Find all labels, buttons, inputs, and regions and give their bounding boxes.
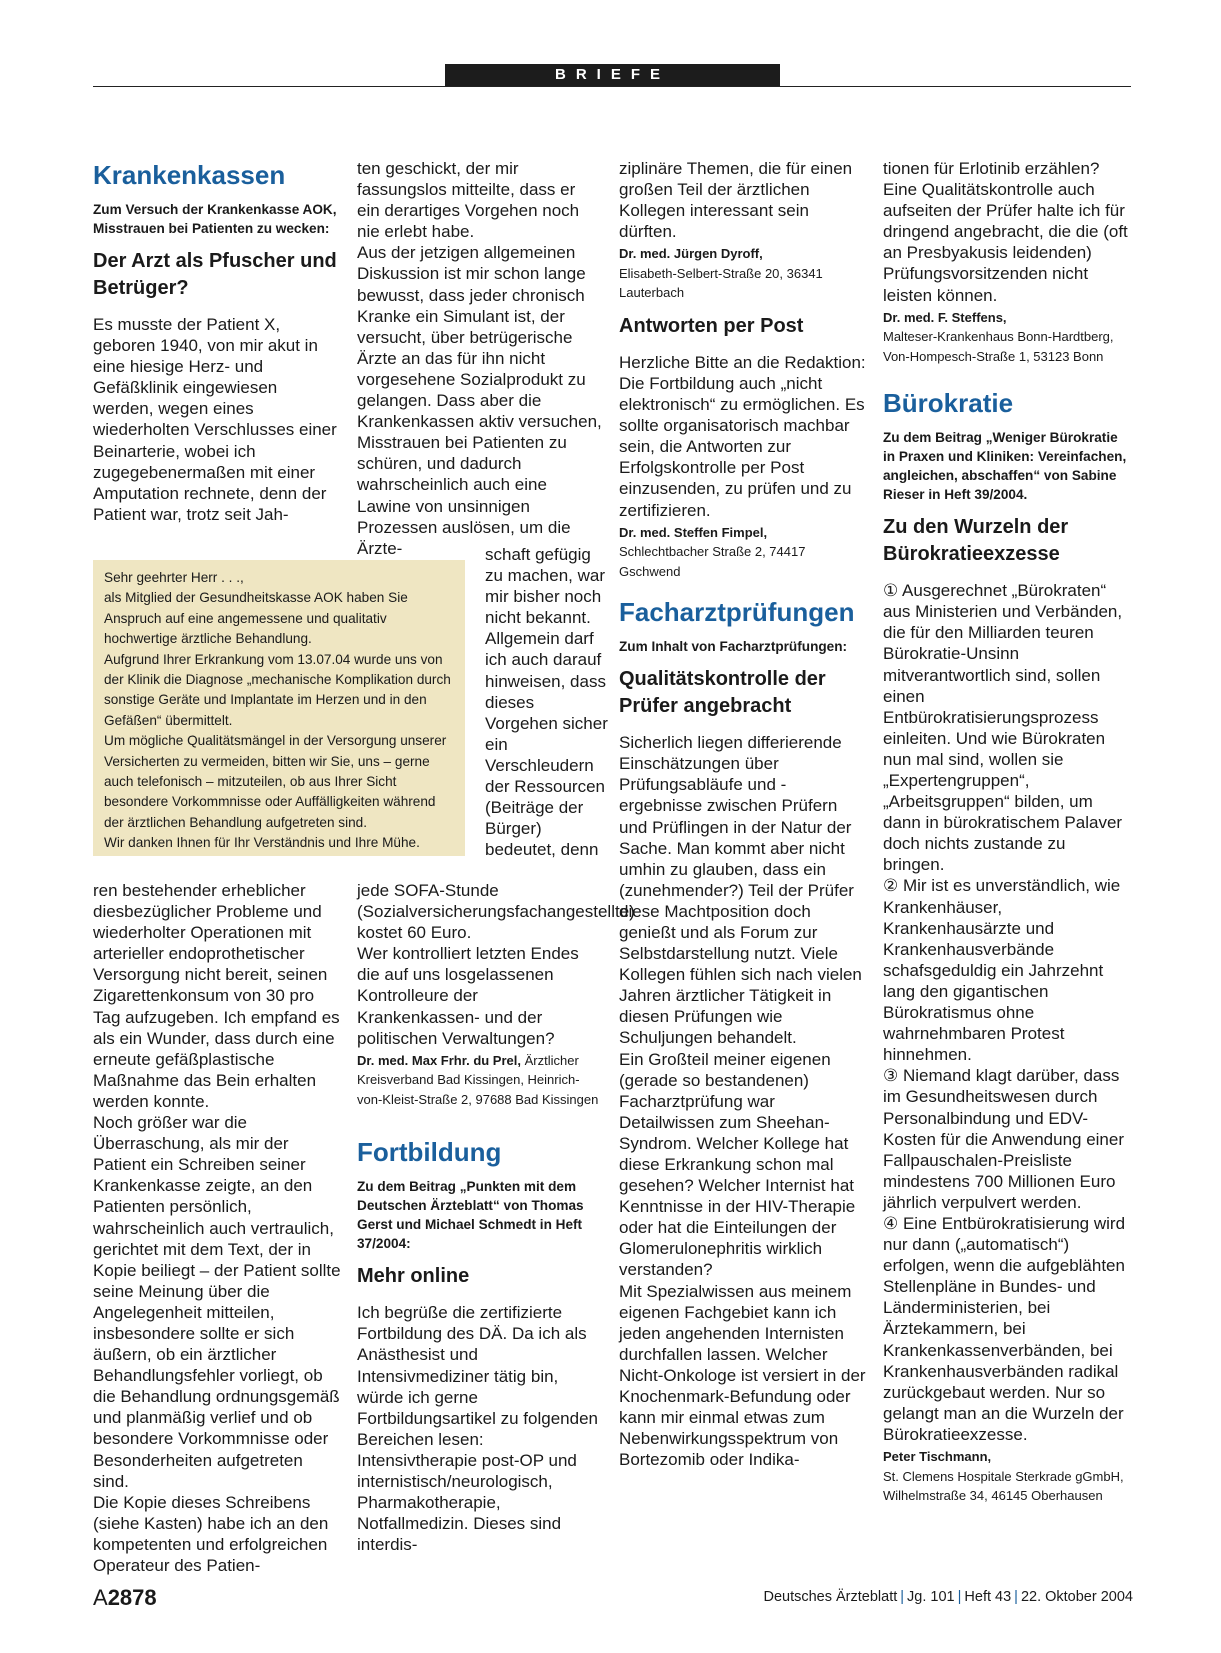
signature-name: Dr. med. Steffen Fimpel, <box>619 524 768 540</box>
section-title-facharztpruefungen: Facharztprüfungen <box>619 597 855 628</box>
body-paragraph: Wer kontrolliert letzten Endes die auf uns losgelassenen Kontrolleure der Krankenkassen- und der politischen Verwaltungen? <box>357 944 579 1048</box>
page-number <box>93 1585 157 1611</box>
body-paragraph: ren bestehender erheblicher diesbezüglicher Probleme und wiederholter Operationen mit arterieller endoprothetischer Versorgung nicht bereit, seinen Zigarettenkonsum von 30 pro Tag aufzugeben. Ich empfand es als ein Wunder, dass durch eine erneute gefäßplastische Maßnahme das Bein erhalten werden konnte. <box>93 881 340 1111</box>
letter-headline: Qualitätskontrolle der Prüfer angebracht <box>619 668 826 718</box>
signature-name: Dr. med. F. Steffens, <box>883 309 1007 325</box>
body-paragraph: ② Mir ist es unverständlich, wie Krankenhäuser, Krankenhausärzte und Krankenhausverbände schafsgeduldig ein Jahrzehnt lang den gigantischen Bürokratismus ohne wahrnehmbaren Protest hinnehmen. <box>883 876 1121 1065</box>
letter-intro: Zu dem Beitrag „Punkten mit dem Deutschen Ärzteblatt“ von Thomas Gerst und Michael Schmedt in Heft 37/2004: <box>357 1179 584 1252</box>
column-2 <box>357 158 602 559</box>
body-paragraph: schaft gefügig zu machen, war mir bisher noch nicht bekannt. Allgemein darf ich auch darauf hinweisen, dass dieses Vorgehen sicher ein Verschleudern der Ressourcen (Beiträge der Bürger) bedeutet, denn <box>485 545 608 860</box>
letter-headline: Der Arzt als Pfuscher und Betrüger? <box>93 250 337 299</box>
body-paragraph: ten geschickt, der mir fassungslos mitteilte, dass er ein derartiges Vorgehen noch nie erlebt habe. <box>357 159 580 242</box>
body-paragraph: ④ Eine Entbürokratisierung wird nur dann („automatisch“) erfolgen, wenn die aufgeblähten Stellenpläne in Bundes- und Länderministerien, bei Ärztekammern, bei Krankenkassenverbänden, bei Krankenhausverbänden radikal zurückgebaut werden. Nur so gelangt man an die Wurzeln der Bürokratieexzesse. <box>883 1213 1126 1444</box>
body-paragraph: Noch größer war die Überraschung, als mir der Patient ein Schreiben seiner Krankenkasse zeigte, an den Patienten persönlich, wahrscheinlich auch vertraulich, gerichtet mit dem Text, der in Kopie beiliegt – der Patient sollte seine Meinung über die Angelegenheit mitteilen, insbesondere sollte er sich äußern, ob ein ärztlicher Behandlungsfehler vorliegt, ob die Behandlung ordnungsgemäß und planmäßig verlief und ob besondere Vorkommnisse oder Besonderheiten aufgetreten sind. <box>93 1113 341 1491</box>
body-paragraph: jede SOFA-Stunde (Sozialversicherungsfachangestellte) kostet 60 Euro. <box>357 881 635 943</box>
signature <box>883 1447 1131 1506</box>
body-paragraph: Herzliche Bitte an die Redaktion: Die Fortbildung auch „nicht elektronisch“ zu ermöglichen. Es sollte organisatorisch machbar sein, die Antworten zur Erfolgskontrolle per Post einzusenden, zu prüfen und zu zertifizieren. <box>619 352 866 520</box>
signature-name: Dr. med. Max Frhr. du Prel, <box>357 1052 521 1068</box>
letter-intro: Zum Versuch der Krankenkasse AOK, Misstrauen bei Patienten zu wecken: <box>93 202 337 236</box>
body-paragraph: Die Kopie dieses Schreibens (siehe Kasten) habe ich an den kompetenten und erfolgreichen Operateur des Patien- <box>93 1492 329 1575</box>
signature <box>619 523 867 582</box>
box-line: Aufgrund Ihrer Erkrankung vom 13.07.04 wurde uns von der Klinik die Diagnose „mechanische Komplikation durch sonstige Geräte und Implantate im Herzen und in den Gefäßen“ übermittelt. <box>104 651 451 728</box>
signature <box>357 1051 602 1110</box>
section-title-buerokratie: Bürokratie <box>883 388 1014 419</box>
journal-date: 22. Oktober 2004 <box>1020 1589 1133 1605</box>
body-paragraph: Aus der jetzigen allgemeinen Diskussion ist mir schon lange bewusst, dass jeder chronisch Kranke ein Simulant ist, der versucht, über betrügerische Ärzte an das für ihn nicht vorgesehene Sozialprodukt zu gelangen. Dass aber die Krankenkassen aktiv versuchen, Misstrauen bei Patienten zu schüren, und dadurch wahrscheinlich auch eine Lawine von unsinnigen Prozessen auslösen, um die Ärzte- <box>357 243 602 558</box>
journal-volume: Jg. 101 <box>907 1589 955 1605</box>
signature-name: Dr. med. Jürgen Dyroff, <box>619 246 763 262</box>
body-paragraph: tionen für Erlotinib erzählen? Eine Qualitätskontrolle auch aufseiten der Prüfer halte ich für dringend angebracht, die die (oft an Presbyakusis leidenden) Prüfungsvorsitzenden nicht leisten können. <box>883 159 1128 305</box>
column-2-wrap <box>485 544 610 860</box>
body-paragraph: ③ Niemand klagt darüber, dass im Gesundheitswesen durch Personalbindung und EDV-Kosten für die Anwendung einer Fallpauschalen-Preisliste mindestens 700 Millionen Euro jährlich verpulvert werden. <box>883 1066 1125 1212</box>
signature-address: Ärztlicher Kreisverband Bad Kissingen, Heinrich-von-Kleist-Straße 2, 97688 Bad Kissingen <box>357 1052 599 1107</box>
box-line: als Mitglied der Gesundheitskasse AOK haben Sie Anspruch auf eine angemessene und qualitativ hochwertige ärztliche Behandlung. <box>104 590 408 647</box>
signature-name: Peter Tischmann, <box>883 1449 992 1464</box>
box-line: Sehr geehrter Herr . . ., <box>104 570 244 585</box>
journal-issue: Heft 43 <box>964 1589 1012 1605</box>
letter-headline: Antworten per Post <box>619 314 804 337</box>
body-paragraph: Ich begrüße die zertifizierte Fortbildung des DÄ. Da ich als Anästhesist und Intensivmediziner tätig bin, würde ich gerne Fortbildungsartikel zu folgenden Bereichen lesen: Intensivtherapie post-OP und internistisch/neurologisch, Pharmakotherapie, Notfallmedizin. Dieses sind interdis- <box>357 1303 598 1555</box>
column-1-continued <box>93 880 341 1576</box>
letter-headline: Zu den Wurzeln der Bürokratieexzesse <box>883 516 1069 566</box>
column-2-continued <box>357 880 635 1555</box>
signature-address: Malteser-Krankenhaus Bonn-Hardtberg, Von-Hompesch-Straße 1, 53123 Bonn <box>883 329 1114 364</box>
footer-separator: | <box>900 1589 905 1605</box>
box-line: Wir danken Ihnen für Ihr Verständnis und Ihre Mühe. <box>104 835 420 851</box>
letter-intro: Zu dem Beitrag „Weniger Bürokratie in Praxen und Kliniken: Vereinfachen, angleichen, abschaffen“ von Sabine Rieser in Heft 39/2004. <box>883 430 1127 503</box>
journal-name: Deutsches Ärzteblatt <box>763 1589 898 1605</box>
body-paragraph: Ein Großteil meiner eigenen (gerade so bestandenen) Facharztprüfung war Detailwissen zum Sheehan-Syndrom. Welcher Kollege hat diese Erkrankung schon mal gesehen? Welcher Internist hat Kenntnisse in der HIV-Therapie oder hat die Einteilungen der Glomerulonephritis wirklich verstanden? <box>619 1049 856 1280</box>
footer-separator: | <box>957 1589 962 1605</box>
box-line: Um mögliche Qualitätsmängel in der Versorgung unserer Versicherten zu vermeiden, bitten wir Sie, uns – gerne auch telefonisch – mitzuteilen, ob aus Ihrer Sicht besondere Vorkommnisse oder Auffälligkeiten während der ärztlichen Behandlung aufgetreten sind. <box>104 733 447 830</box>
column-3 <box>619 158 867 1470</box>
signature-address: Schlechtbacher Straße 2, 74417 Gschwend <box>619 544 806 579</box>
body-paragraph: ① Ausgerechnet „Bürokraten“ aus Ministerien und Verbänden, die für den Milliarden teuren Bürokratie-Unsinn mitverantwortlich sind, sollen einen Entbürokratisierungsprozess einleiten. Und wie Bürokraten nun mal sind, wollen sie „Expertengruppen“, „Arbeitsgruppen“ bilden, um dann in bürokratischem Palaver doch nichts zustande zu bringen. <box>883 581 1123 875</box>
signature <box>883 308 1131 367</box>
header-rule <box>93 86 1131 87</box>
section-title-fortbildung: Fortbildung <box>357 1137 502 1168</box>
body-paragraph: Sicherlich liegen differierende Einschätzungen über Prüfungsabläufe und -ergebnisse zwischen Prüfern und Prüflingen in der Natur der Sache. Man kommt aber nicht umhin zu glauben, dass ein (zunehmender?) Teil der Prüfer diese Machtposition doch genießt und als Forum zur Selbstdarstellung nutzt. Viele Kollegen fühlen sich nach vielen Jahren ärztlicher Tätigkeit in diesen Prüfungen wie Schuljungen behandelt. <box>619 733 862 1048</box>
page-prefix: A <box>93 1585 108 1610</box>
letter-intro: Zum Inhalt von Facharztprüfungen: <box>619 639 848 655</box>
footer-separator: | <box>1014 1589 1018 1605</box>
letter-headline: Mehr online <box>357 1265 470 1288</box>
signature-address: St. Clemens Hospitale Sterkrade gGmbH, Wilhelmstraße 34, 46145 Oberhausen <box>883 1468 1124 1503</box>
column-4 <box>883 158 1131 1506</box>
quoted-letter-box <box>93 560 465 856</box>
page-number-value: 2878 <box>107 1585 157 1610</box>
section-tab: BRIEFE <box>445 64 780 86</box>
column-1 <box>93 158 341 525</box>
signature <box>619 244 867 303</box>
signature-address: Elisabeth-Selbert-Straße 20, 36341 Lauterbach <box>619 265 823 301</box>
body-paragraph: ziplinäre Themen, die für einen großen Teil der ärztlichen Kollegen interessant sein dürften. <box>619 159 853 242</box>
section-title-krankenkassen: Krankenkassen <box>93 160 286 190</box>
body-paragraph: Mit Spezialwissen aus meinem eigenen Fachgebiet kann ich jeden angehenden Internisten durchfallen lassen. Welcher Nicht-Onkologe ist versiert in der Knochenmark-Befundung oder kann mir einmal etwas zum Nebenwirkungsspektrum von Bortezomib oder Indika- <box>619 1281 866 1470</box>
footer-citation <box>763 1589 1133 1605</box>
body-paragraph: Es musste der Patient X, geboren 1940, von mir akut in eine hiesige Herz- und Gefäßklinik eingewiesen werden, wegen eines wiederholten Verschlusses einer Beinarterie, wobei ich zugegebenermaßen mit einer Amputation rechnete, denn der Patient war, trotz seit Jah- <box>93 315 337 524</box>
